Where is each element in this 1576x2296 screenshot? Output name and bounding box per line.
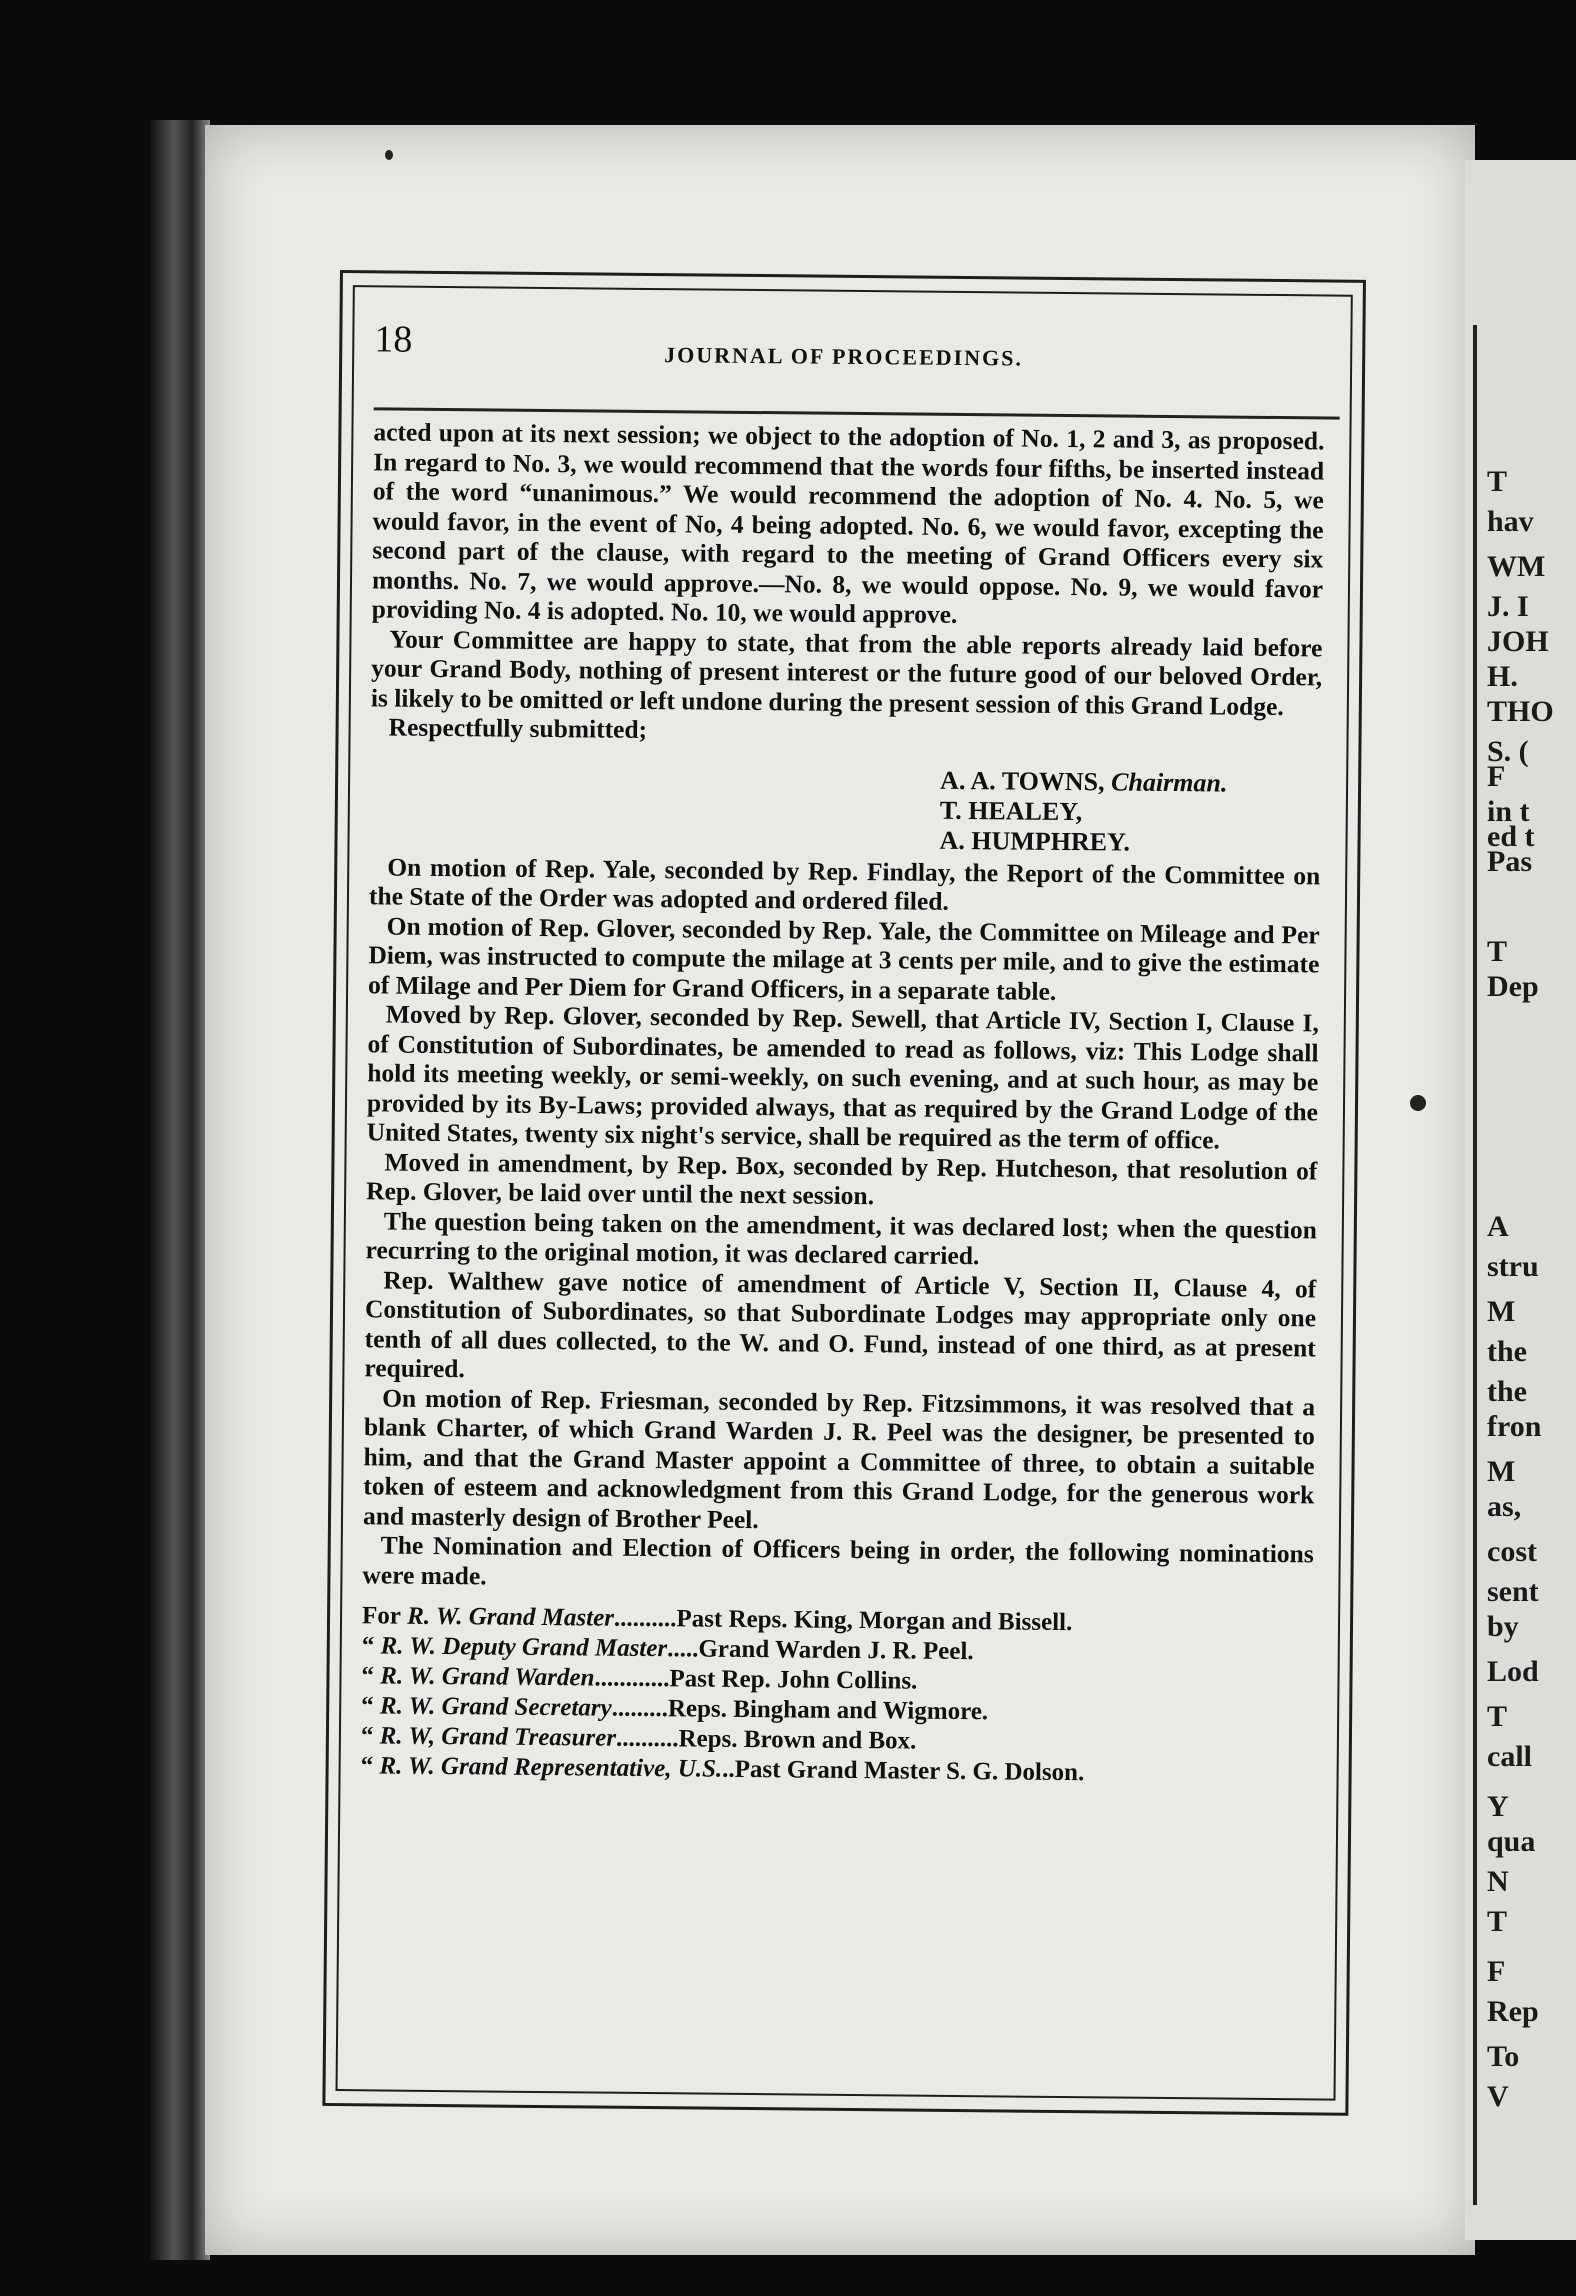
- body-text: [360, 417, 1324, 1790]
- nomination-office: R. W. Deputy Grand Master: [380, 1632, 668, 1663]
- adjacent-page-fragment: the: [1487, 1375, 1527, 1408]
- motion-paragraph: Moved by Rep. Glover, seconded by Rep. Sewell, that Article IV, Section I, Clause I, of Constitution of Subordinates, be amended to read as follows, viz: This Lodge shall hold its meeting weekly, or semi-weekly, on such evening, and at such hour, as may be provided by its By-Laws; provided always, that as required by the Grand Lodge of the United States, twenty six night's service, shall be required as the term of office.: [366, 999, 1319, 1155]
- signer-name: A. A. TOWNS,: [939, 765, 1105, 796]
- adjacent-page-fragment: H.: [1487, 660, 1518, 693]
- nomination-nominees: Grand Warden J. R. Peel.: [698, 1635, 974, 1666]
- leader-dots: ..........: [615, 1724, 679, 1753]
- signer-name: A. HUMPHREY.: [939, 825, 1131, 857]
- adjacent-page-edge: [1465, 160, 1576, 2240]
- signature-block: [939, 765, 1321, 859]
- leader-dots: ............: [594, 1664, 670, 1693]
- motion-paragraph: The Nomination and Election of Officers being in order, the following nominations were made.: [362, 1530, 1314, 1590]
- adjacent-page-fragment: T: [1487, 1700, 1508, 1733]
- nomination-nominees: Past Reps. King, Morgan and Bissell.: [676, 1605, 1073, 1637]
- adjacent-page-fragment: cost: [1487, 1535, 1537, 1568]
- nomination-nominees: Past Rep. John Collins.: [669, 1665, 918, 1695]
- page-frame-inner: [336, 285, 1353, 2101]
- nomination-nominees: Past Grand Master S. G. Dolson.: [734, 1755, 1085, 1787]
- adjacent-page-fragment: stru: [1487, 1250, 1539, 1283]
- signer-name: T. HEALEY,: [939, 795, 1083, 826]
- adjacent-page-fragment: call: [1487, 1740, 1532, 1773]
- paragraph: acted upon at its next session; we object to the adoption of No. 1, 2 and 3, as proposed. In regard to No. 3, we would recommend that the words four fifths, be inserted instead of the word “unanimous.” We would recommend the adoption of No. 4. No. 5, we would favor, in the event of No, 4 being adopted. No. 6, we would favor, excepting the second part of the clause, with regard to the meeting of Grand Officers every six months. No. 7, we would approve.—No. 8, we would oppose. No. 9, we would favor providing No. 4 is adopted. No. 10, we would approve.: [371, 417, 1325, 629]
- nomination-nominees: Reps. Brown and Box.: [678, 1725, 917, 1755]
- adjacent-page-border: [1473, 325, 1477, 2205]
- adjacent-page-fragment: M: [1487, 1455, 1516, 1488]
- adjacent-page-fragment: ed t: [1487, 820, 1535, 853]
- adjacent-page-fragment: J. I: [1487, 590, 1529, 623]
- leader-dots: ..........: [613, 1604, 677, 1633]
- adjacent-page-fragment: THO: [1487, 695, 1554, 728]
- adjacent-page-fragment: Y: [1487, 1790, 1509, 1823]
- adjacent-page-fragment: JOH: [1487, 625, 1549, 658]
- nomination-prefix: “: [360, 1752, 374, 1780]
- adjacent-page-fragment: the: [1487, 1335, 1527, 1368]
- nomination-prefix: For: [361, 1602, 402, 1630]
- ink-speck: [385, 150, 393, 160]
- adjacent-page-fragment: T: [1487, 1905, 1508, 1938]
- book-spine-edge: [150, 120, 210, 2260]
- signer-role: Chairman.: [1110, 766, 1228, 798]
- paragraph: Respectfully submitted;: [388, 712, 648, 744]
- nomination-prefix: “: [360, 1722, 374, 1750]
- motion-paragraph: On motion of Rep. Friesman, seconded by Rep. Fitzsimmons, it was resolved that a blank Charter, of which Grand Warden J. R. Peel was the designer, be presented to him, and that the Grand Master appoint a Committee of three, to obtain a suitable token of esteem and acknowledgment from this Grand Lodge, for the generous work and masterly design of Brother Peel.: [362, 1382, 1316, 1534]
- adjacent-page-fragment: S. (: [1487, 735, 1529, 768]
- adjacent-page-fragment: by: [1487, 1610, 1519, 1643]
- adjacent-page-fragment: as,: [1487, 1490, 1522, 1523]
- adjacent-page-fragment: To: [1487, 2040, 1520, 2073]
- leader-dots: .....: [667, 1635, 699, 1663]
- adjacent-page-fragment: sent: [1487, 1575, 1539, 1608]
- adjacent-page-fragment: A: [1487, 1210, 1509, 1243]
- adjacent-page-fragment: WM: [1487, 550, 1546, 583]
- nomination-prefix: “: [361, 1662, 375, 1690]
- motion-paragraph: The question being taken on the amendment, it was declared lost; when the question recurring to the original motion, it was declared carried.: [365, 1205, 1317, 1271]
- adjacent-page-fragment: N: [1487, 1865, 1509, 1898]
- adjacent-page-fragment: Lod: [1487, 1655, 1539, 1688]
- nomination-office: R. W, Grand Treasurer: [379, 1722, 617, 1752]
- nomination-office: R. W. Grand Secretary: [379, 1692, 612, 1722]
- motion-paragraph: On motion of Rep. Yale, seconded by Rep. Findlay, the Report of the Committee on the State of the Order was adopted and ordered filed.: [368, 851, 1321, 916]
- page-header: [374, 317, 1331, 396]
- adjacent-page-fragment: T: [1487, 935, 1508, 968]
- adjacent-page-fragment: Rep: [1487, 1995, 1539, 2028]
- adjacent-page-fragment: in t: [1487, 795, 1530, 828]
- nominations-list: [360, 1601, 1313, 1790]
- running-title: JOURNAL OF PROCEEDINGS.: [664, 342, 1024, 371]
- page-number: 18: [374, 318, 413, 361]
- motion-paragraph: Rep. Walthew gave notice of amendment of Article V, Section II, Clause 4, of Constitution of Subordinates, so that Subordinate Lodges may appropriate only one tenth of all dues collected, to the W. and O. Fund, instead of one third, as at present required.: [364, 1264, 1317, 1384]
- motion-paragraph: On motion of Rep. Glover, seconded by Rep. Yale, the Committee on Mileage and Per Diem, was instructed to compute the milage at 3 cents per mile, and to give the estimate of Milage and Per Diem for Grand Officers, in a separate table.: [368, 910, 1320, 1006]
- nomination-office: R. W. Grand Master: [407, 1602, 615, 1632]
- leader-dots: ..: [722, 1755, 735, 1783]
- adjacent-page-fragment: qua: [1487, 1825, 1536, 1858]
- adjacent-page-fragment: M: [1487, 1295, 1516, 1328]
- motion-paragraph: Moved in amendment, by Rep. Box, seconded by Rep. Hutcheson, that resolution of Rep. Glover, be laid over until the next session.: [366, 1146, 1318, 1211]
- adjacent-page-fragment: T: [1487, 465, 1508, 498]
- nomination-prefix: “: [361, 1692, 374, 1720]
- nomination-office: R. W. Grand Warden: [380, 1662, 595, 1692]
- nomination-nominees: Reps. Bingham and Wigmore.: [667, 1695, 989, 1726]
- nomination-office: R. W. Grand Representative, U.S.: [379, 1752, 723, 1783]
- ink-speck: [1410, 1095, 1426, 1111]
- adjacent-page-fragment: F: [1487, 1955, 1506, 1988]
- adjacent-page-fragment: V: [1487, 2080, 1509, 2113]
- adjacent-page-fragment: hav: [1487, 505, 1534, 538]
- signature-line: [940, 765, 1321, 799]
- signature-line: [939, 825, 1320, 859]
- adjacent-page-fragment: fron: [1487, 1410, 1542, 1443]
- adjacent-page-fragment: Dep: [1487, 970, 1539, 1003]
- leader-dots: .........: [611, 1694, 669, 1723]
- adjacent-page-fragment: F: [1487, 760, 1506, 793]
- paragraph: Your Committee are happy to state, that from the able reports already laid before your Grand Body, nothing of present interest or the future good of our beloved Order, is likely to be omitted or left undone during the present session of this Grand Lodge.: [370, 623, 1323, 721]
- page-frame: [322, 270, 1366, 2116]
- nomination-prefix: “: [361, 1632, 375, 1660]
- adjacent-page-fragment: Pas: [1487, 845, 1532, 878]
- signature-line: [940, 795, 1321, 829]
